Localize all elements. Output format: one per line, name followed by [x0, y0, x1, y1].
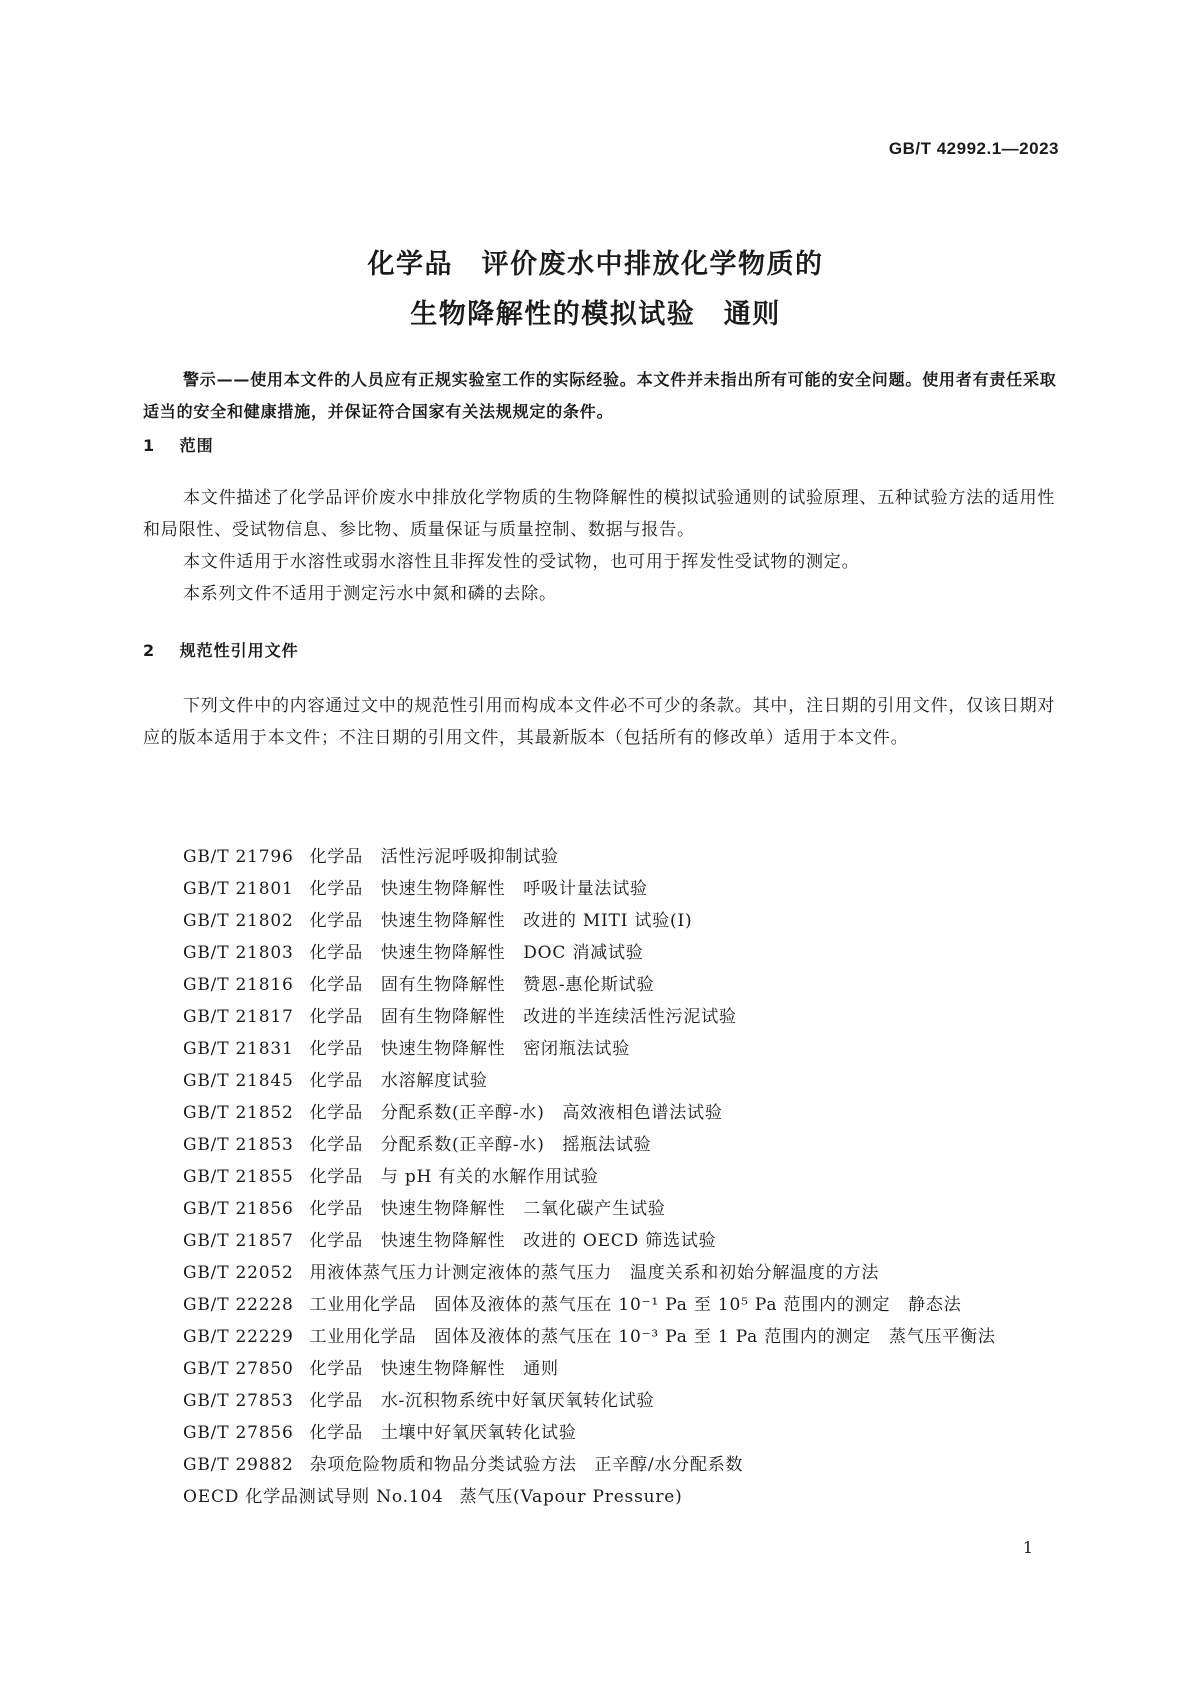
- reference-title: 化学品 快速生物降解性 二氧化碳产生试验: [309, 1199, 666, 1219]
- reference-item: [143, 1353, 1059, 1385]
- reference-code: GB/T 21853: [183, 1135, 294, 1155]
- warning-notice: 警示——使用本文件的人员应有正规实验室工作的实际经验。本文件并未指出所有可能的安全问题。使用者有责任采取适当的安全和健康措施，并保证符合国家有关法规规定的条件。: [143, 370, 1057, 421]
- reference-code: GB/T 21845: [183, 1071, 294, 1091]
- reference-code: GB/T 22052: [183, 1263, 294, 1283]
- reference-title: 化学品 快速生物降解性 DOC 消减试验: [309, 943, 644, 963]
- reference-title: 工业用化学品 固体及液体的蒸气压在 10⁻¹ Pa 至 10⁵ Pa 范围内的测定 静态法: [309, 1295, 962, 1315]
- reference-item: [143, 1225, 1059, 1257]
- reference-title: 化学品 快速生物降解性 通则: [309, 1359, 559, 1379]
- section-2-heading: [143, 638, 299, 661]
- reference-code: GB/T 21796: [183, 847, 294, 867]
- reference-title: 杂项危险物质和物品分类试验方法 正辛醇/水分配系数: [309, 1455, 744, 1475]
- reference-item: [143, 1385, 1059, 1417]
- reference-item: [143, 1449, 1059, 1481]
- reference-title: 化学品 固有生物降解性 赞恩-惠伦斯试验: [309, 975, 655, 995]
- document-title: [0, 240, 1191, 340]
- reference-item: [143, 1097, 1059, 1129]
- reference-code: GB/T 21817: [183, 1007, 294, 1027]
- section-1-heading: [143, 433, 214, 456]
- reference-code: GB/T 21816: [183, 975, 294, 995]
- reference-title: 化学品 快速生物降解性 密闭瓶法试验: [309, 1039, 631, 1059]
- reference-code: GB/T 27853: [183, 1391, 294, 1411]
- reference-item: [143, 1161, 1059, 1193]
- reference-title: 化学品 土壤中好氧厌氧转化试验: [309, 1423, 577, 1443]
- reference-code: GB/T 22228: [183, 1295, 294, 1315]
- reference-code: GB/T 21803: [183, 943, 294, 963]
- section-1-number: 1: [143, 436, 156, 455]
- reference-item: [143, 841, 1059, 873]
- reference-title: 蒸气压(Vapour Pressure): [459, 1487, 683, 1507]
- document-code: GB/T 42992.1—2023: [888, 139, 1059, 158]
- reference-title: 化学品 快速生物降解性 改进的 OECD 筛选试验: [309, 1231, 717, 1251]
- reference-code: GB/T 21857: [183, 1231, 294, 1251]
- section-1-paragraph: 本文件适用于水溶性或弱水溶性且非挥发性的受试物，也可用于挥发性受试物的测定。: [183, 552, 860, 572]
- reference-title: 化学品 快速生物降解性 改进的 MITI 试验(Ⅰ): [309, 911, 693, 931]
- reference-title: 化学品 水-沉积物系统中好氧厌氧转化试验: [309, 1391, 655, 1411]
- reference-item: [143, 1193, 1059, 1225]
- page-number: 1: [1022, 1538, 1033, 1557]
- reference-item: [143, 1257, 1059, 1289]
- reference-title: 工业用化学品 固体及液体的蒸气压在 10⁻³ Pa 至 1 Pa 范围内的测定 蒸气压平衡法: [309, 1327, 996, 1347]
- section-2-intro-text: 下列文件中的内容通过文中的规范性引用而构成本文件必不可少的条款。其中，注日期的引用文件，仅该日期对应的版本适用于本文件；不注日期的引用文件，其最新版本（包括所有的修改单）适用于本文件。: [143, 696, 1056, 748]
- reference-item: [143, 969, 1059, 1001]
- title-line-1: 化学品 评价废水中排放化学物质的: [367, 249, 824, 280]
- reference-code: GB/T 21852: [183, 1103, 294, 1123]
- reference-code: GB/T 22229: [183, 1327, 294, 1347]
- reference-title: 化学品 与 pH 有关的水解作用试验: [309, 1167, 599, 1187]
- reference-item: [143, 1417, 1059, 1449]
- reference-title: 化学品 固有生物降解性 改进的半连续活性污泥试验: [309, 1007, 737, 1027]
- reference-item: [143, 1001, 1059, 1033]
- reference-code: GB/T 21856: [183, 1199, 294, 1219]
- reference-title: 化学品 活性污泥呼吸抑制试验: [309, 847, 559, 867]
- reference-code: GB/T 21801: [183, 879, 294, 899]
- reference-item: [143, 1321, 1059, 1353]
- reference-item: [143, 905, 1059, 937]
- section-2-number: 2: [143, 641, 156, 660]
- reference-code: GB/T 21831: [183, 1039, 294, 1059]
- reference-item: [143, 1129, 1059, 1161]
- reference-title: 化学品 分配系数(正辛醇-水) 高效液相色谱法试验: [309, 1103, 723, 1123]
- reference-code: GB/T 21802: [183, 911, 294, 931]
- reference-code: GB/T 21855: [183, 1167, 294, 1187]
- title-line-2: 生物降解性的模拟试验 通则: [410, 299, 781, 330]
- section-2-intro: [143, 690, 1059, 754]
- reference-item: [143, 873, 1059, 905]
- reference-item: [143, 1481, 1059, 1513]
- normative-references-list: [143, 841, 1059, 1513]
- reference-title: 化学品 水溶解度试验: [309, 1071, 488, 1091]
- reference-item: [143, 1065, 1059, 1097]
- section-1-paragraph: 本文件描述了化学品评价废水中排放化学物质的生物降解性的模拟试验通则的试验原理、五种试验方法的适用性和局限性、受试物信息、参比物、质量保证与质量控制、数据与报告。: [143, 488, 1056, 540]
- reference-item: [143, 1289, 1059, 1321]
- section-1-body: [143, 482, 1059, 610]
- reference-item: [143, 937, 1059, 969]
- reference-item: [143, 1033, 1059, 1065]
- section-2-title: 规范性引用文件: [179, 641, 299, 660]
- reference-title: 用液体蒸气压力计测定液体的蒸气压力 温度关系和初始分解温度的方法: [309, 1263, 880, 1283]
- reference-title: 化学品 分配系数(正辛醇-水) 摇瓶法试验: [309, 1135, 652, 1155]
- section-1-title: 范围: [179, 436, 214, 455]
- section-1-paragraph: 本系列文件不适用于测定污水中氮和磷的去除。: [183, 584, 557, 604]
- reference-code: GB/T 29882: [183, 1455, 294, 1475]
- reference-title: 化学品 快速生物降解性 呼吸计量法试验: [309, 879, 648, 899]
- reference-code: GB/T 27856: [183, 1423, 294, 1443]
- reference-code: OECD 化学品测试导则 No.104: [183, 1487, 444, 1507]
- reference-code: GB/T 27850: [183, 1359, 294, 1379]
